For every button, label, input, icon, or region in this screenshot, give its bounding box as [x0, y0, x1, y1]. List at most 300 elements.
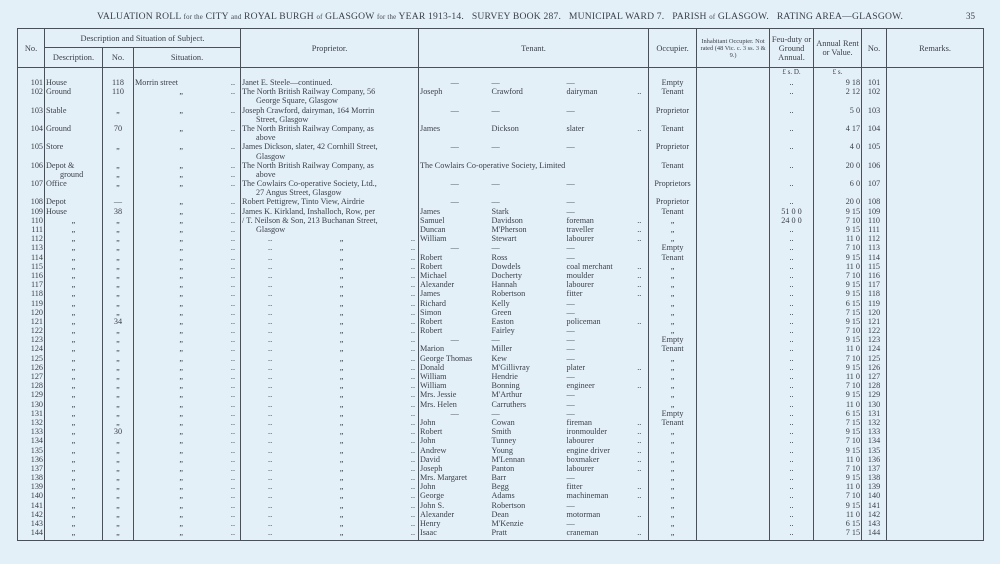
tenant-surname: Hendrie: [491, 372, 518, 381]
row-number-right: 127: [862, 372, 887, 381]
situation: „ ..: [134, 344, 241, 353]
proprietor: The North British Railway Company, 56 George Square, Glasgow: [241, 87, 419, 105]
description: „: [45, 216, 103, 225]
inhabitant-occupier: [697, 299, 770, 308]
header-inhabitant-occupier: Inhabitant Occupier. Not rated (48 Vic. c. 3 ss. 3 & 9.): [697, 29, 770, 68]
tenant-occupation: labourer: [566, 436, 594, 446]
inhabitant-occupier: [697, 446, 770, 455]
page-number: 35: [966, 11, 975, 21]
tenant-dots: [631, 299, 649, 308]
street-number: „: [103, 446, 134, 455]
tenant-surname: Stewart: [491, 234, 517, 244]
tenant-first-name: John: [419, 482, 491, 491]
inhabitant-occupier: [697, 87, 770, 105]
annual-rent: 11 0: [814, 344, 862, 353]
remarks: [887, 464, 984, 473]
table-row: [18, 326, 984, 335]
tenant-occupation: —: [566, 179, 575, 189]
tenant-surname: Stark: [491, 206, 509, 216]
feu-duty: ..: [770, 363, 814, 372]
tenant-first-name: William: [419, 381, 491, 390]
remarks: [887, 418, 984, 427]
table-row: [18, 207, 984, 216]
street-number: 30: [103, 427, 134, 436]
row-number-right: 107: [862, 179, 887, 197]
row-number: 119: [18, 299, 45, 308]
description: „: [45, 344, 103, 353]
row-number-right: 128: [862, 381, 887, 390]
tenant-first-name: —: [419, 409, 491, 418]
tenant-surname: M'Kenzie: [491, 519, 524, 528]
row-number-right: 139: [862, 482, 887, 491]
situation: „ ..: [134, 243, 241, 252]
street-number: 110: [103, 87, 134, 105]
tenant-occupation: —: [566, 298, 575, 308]
header-no: No.: [18, 29, 45, 68]
tenant-dots: ..: [631, 280, 649, 289]
situation: „ ..: [134, 106, 241, 124]
row-number-right: 120: [862, 308, 887, 317]
table-row: [18, 243, 984, 252]
tenant-dots: ..: [631, 363, 649, 372]
proprietor: .. „ ..: [241, 299, 419, 308]
tenant-first-name: William: [419, 372, 491, 381]
feu-duty: ..: [770, 473, 814, 482]
description: „: [45, 418, 103, 427]
annual-rent: 4 17: [814, 124, 862, 142]
tenant-surname: —: [491, 335, 500, 345]
tenant-surname: Green: [491, 307, 512, 317]
proprietor: .. „ ..: [241, 317, 419, 326]
feu-duty: ..: [770, 400, 814, 409]
street-number: „: [103, 390, 134, 399]
remarks: [887, 482, 984, 491]
tenant-occupation: —: [566, 353, 575, 363]
street-number: „: [103, 335, 134, 344]
feu-duty: ..: [770, 87, 814, 105]
tenant-first-name: Mrs. Helen: [419, 400, 491, 409]
tenant-occupation: policeman: [566, 316, 601, 326]
tenant-dots: [631, 197, 649, 206]
occupier: „: [649, 381, 697, 390]
tenant-first-name: —: [419, 197, 491, 206]
occupier: „: [649, 354, 697, 363]
table-row: [18, 510, 984, 519]
feu-duty: ..: [770, 381, 814, 390]
tenant-surname: Easton: [491, 316, 514, 326]
annual-rent: 7 10: [814, 491, 862, 500]
situation: „ ..: [134, 335, 241, 344]
feu-duty: 24 0 0: [770, 216, 814, 225]
row-number: 130: [18, 400, 45, 409]
remarks: [887, 243, 984, 252]
row-number: 120: [18, 308, 45, 317]
table-row: [18, 372, 984, 381]
street-number: „: [103, 400, 134, 409]
annual-rent: 7 15: [814, 308, 862, 317]
description: „: [45, 326, 103, 335]
row-number: 121: [18, 317, 45, 326]
street-number: 38: [103, 207, 134, 216]
table-row: [18, 124, 984, 142]
annual-rent: 9 15: [814, 317, 862, 326]
tenant-occupation: —: [566, 197, 575, 207]
occupier: „: [649, 289, 697, 298]
tenant-occupation: fitter: [566, 289, 583, 299]
tenant-occupation: traveller: [566, 225, 594, 234]
feu-duty: ..: [770, 427, 814, 436]
inhabitant-occupier: [697, 253, 770, 262]
tenant-surname: Begg: [491, 482, 509, 492]
row-number-right: 103: [862, 106, 887, 124]
street-number: „: [103, 234, 134, 243]
occupier: Tenant: [649, 253, 697, 262]
street-number: „: [103, 501, 134, 510]
inhabitant-occupier: [697, 262, 770, 271]
street-number: „: [103, 473, 134, 482]
row-number-right: 142: [862, 510, 887, 519]
street-number: 118: [103, 78, 134, 87]
tenant-occupation: —: [566, 408, 575, 418]
row-number: 114: [18, 253, 45, 262]
annual-rent: 20 0: [814, 161, 862, 179]
description: House: [45, 78, 103, 87]
inhabitant-occupier: [697, 207, 770, 216]
occupier: Tenant: [649, 344, 697, 353]
description: „: [45, 234, 103, 243]
tenant-first-name: Mrs. Margaret: [419, 473, 491, 482]
row-number: 135: [18, 446, 45, 455]
inhabitant-occupier: [697, 225, 770, 234]
street-number: „: [103, 243, 134, 252]
tenant-surname: M'Arthur: [491, 390, 523, 400]
annual-rent: 11 0: [814, 400, 862, 409]
row-number-right: 141: [862, 501, 887, 510]
situation: „ ..: [134, 326, 241, 335]
proprietor: .. „ ..: [241, 271, 419, 280]
header-description-group: Description and Situation of Subject.: [45, 29, 241, 48]
remarks: [887, 455, 984, 464]
tenant-occupation: fireman: [566, 417, 592, 427]
remarks: [887, 161, 984, 179]
street-number: —: [103, 197, 134, 206]
header-description: Description.: [45, 48, 103, 68]
annual-rent: 4 0: [814, 142, 862, 160]
proprietor: .. „ ..: [241, 528, 419, 541]
row-number-right: 112: [862, 234, 887, 243]
proprietor: The Cowlairs Co-operative Society, Ltd., 27 Angus Street, Glasgow: [241, 179, 419, 197]
row-number-right: 108: [862, 197, 887, 206]
tenant-occupation: labourer: [566, 280, 594, 290]
tenant-surname: Robertson: [491, 289, 526, 299]
row-number-right: 140: [862, 491, 887, 500]
row-number: 128: [18, 381, 45, 390]
tenant-first-name: —: [419, 142, 491, 160]
header-situation: Situation.: [134, 48, 241, 68]
row-number-right: 132: [862, 418, 887, 427]
annual-rent: 9 15: [814, 446, 862, 455]
tenant-dots: ..: [631, 510, 649, 519]
occupier: „: [649, 271, 697, 280]
row-number: 117: [18, 280, 45, 289]
street-number: „: [103, 491, 134, 500]
row-number-right: 117: [862, 280, 887, 289]
proprietor: Joseph Crawford, dairyman, 164 Morrin Street, Glasgow: [241, 106, 419, 124]
feu-duty: ..: [770, 142, 814, 160]
row-number: 129: [18, 390, 45, 399]
inhabitant-occupier: [697, 491, 770, 500]
street-number: „: [103, 299, 134, 308]
description: „: [45, 262, 103, 271]
feu-duty: ..: [770, 271, 814, 280]
table-row: [18, 280, 984, 289]
proprietor: .. „ ..: [241, 390, 419, 399]
row-number: 101: [18, 78, 45, 87]
proprietor: .. „ ..: [241, 400, 419, 409]
annual-rent: 11 0: [814, 510, 862, 519]
situation: „ ..: [134, 354, 241, 363]
tenant-first-name: —: [419, 335, 491, 344]
description: „: [45, 354, 103, 363]
tenant-occupation: —: [566, 307, 575, 317]
feu-duty: ..: [770, 124, 814, 142]
row-number-right: 102: [862, 87, 887, 105]
street-number: „: [103, 409, 134, 418]
description: „: [45, 372, 103, 381]
row-number-right: 119: [862, 299, 887, 308]
table-row: [18, 317, 984, 326]
street-number: „: [103, 528, 134, 541]
header-remarks: Remarks.: [887, 29, 984, 68]
remarks: [887, 253, 984, 262]
row-number: 108: [18, 197, 45, 206]
remarks: [887, 390, 984, 399]
tenant-occupation: craneman: [566, 528, 631, 541]
tenant-occupation: —: [566, 399, 575, 409]
inhabitant-occupier: [697, 372, 770, 381]
situation: „ ..: [134, 271, 241, 280]
tenant-dots: ..: [631, 289, 649, 298]
remarks: [887, 124, 984, 142]
situation: „ ..: [134, 390, 241, 399]
tenant-first-name: Samuel: [419, 216, 491, 225]
proprietor: .. „ ..: [241, 510, 419, 519]
row-number-right: 126: [862, 363, 887, 372]
tenant-dots: [631, 106, 649, 124]
occupier: „: [649, 308, 697, 317]
feu-duty: ..: [770, 253, 814, 262]
tenant-dots: ..: [631, 418, 649, 427]
row-number: 103: [18, 106, 45, 124]
table-row: [18, 501, 984, 510]
table-row: [18, 106, 984, 124]
situation: Morrin street ..: [134, 78, 241, 87]
feu-duty: ..: [770, 409, 814, 418]
proprietor: .. „ ..: [241, 326, 419, 335]
tenant-surname: Ross: [491, 252, 508, 262]
description: „: [45, 528, 103, 541]
row-number: 136: [18, 455, 45, 464]
inhabitant-occupier: [697, 326, 770, 335]
tenant-occupation: motorman: [566, 509, 601, 519]
proprietor: Janet E. Steele—continued.: [241, 78, 419, 87]
feu-duty: ..: [770, 390, 814, 399]
proprietor: .. „ ..: [241, 381, 419, 390]
row-number-right: 135: [862, 446, 887, 455]
tenant-first-name: Robert: [419, 427, 491, 436]
occupier: Proprietor: [649, 197, 697, 206]
situation: „ ..: [134, 262, 241, 271]
feu-duty: ..: [770, 289, 814, 298]
proprietor: .. „ ..: [241, 234, 419, 243]
tenant-occupation: coal merchant: [566, 261, 613, 271]
row-number: 134: [18, 436, 45, 445]
description: House: [45, 207, 103, 216]
feu-duty: ..: [770, 78, 814, 87]
feu-duty: ..: [770, 299, 814, 308]
proprietor: .. „ ..: [241, 253, 419, 262]
inhabitant-occupier: [697, 409, 770, 418]
tenant-occupation: —: [566, 519, 575, 528]
annual-rent: 9 15: [814, 335, 862, 344]
remarks: [887, 354, 984, 363]
tenant-occupation: —: [566, 326, 575, 336]
remarks: [887, 409, 984, 418]
inhabitant-occupier: [697, 280, 770, 289]
occupier: „: [649, 446, 697, 455]
row-number: 123: [18, 335, 45, 344]
situation: „ ..: [134, 491, 241, 500]
inhabitant-occupier: [697, 400, 770, 409]
description: „: [45, 280, 103, 289]
street-number: „: [103, 142, 134, 160]
table-row: [18, 344, 984, 353]
proprietor: .. „ ..: [241, 243, 419, 252]
tenant-dots: [631, 243, 649, 252]
description: „: [45, 308, 103, 317]
tenant-first-name: Richard: [419, 299, 491, 308]
tenant-dots: [631, 179, 649, 197]
inhabitant-occupier: [697, 289, 770, 298]
annual-rent: 6 15: [814, 519, 862, 528]
annual-rent: 7 10: [814, 354, 862, 363]
row-number-right: 111: [862, 225, 887, 234]
row-number: 116: [18, 271, 45, 280]
header-no2: No.: [862, 29, 887, 68]
tenant-occupation: engineer: [566, 381, 595, 391]
remarks: [887, 197, 984, 206]
tenant-surname: Crawford: [491, 87, 523, 97]
occupier: Proprietors: [649, 179, 697, 197]
remarks: [887, 207, 984, 216]
tenant-occupation: —: [566, 500, 575, 510]
tenant-surname: Cowan: [491, 417, 515, 427]
tenant-first-name: —: [419, 78, 491, 87]
street-number: „: [103, 225, 134, 234]
table-row: [18, 234, 984, 243]
inhabitant-occupier: [697, 381, 770, 390]
tenant-surname: —: [491, 78, 500, 87]
feu-duty: ..: [770, 436, 814, 445]
tenant-surname: Miller: [491, 344, 512, 354]
inhabitant-occupier: [697, 216, 770, 225]
tenant-occupation: moulder: [566, 270, 594, 280]
situation: „ ..: [134, 253, 241, 262]
tenant-dots: [631, 344, 649, 353]
occupier: „: [649, 390, 697, 399]
tenant-surname: Dowdels: [491, 261, 521, 271]
row-number-right: 136: [862, 455, 887, 464]
annual-rent: 7 10: [814, 381, 862, 390]
inhabitant-occupier: [697, 142, 770, 160]
tenant-surname: Kelly: [491, 298, 510, 308]
tenant-dots: [631, 501, 649, 510]
row-number-right: 133: [862, 427, 887, 436]
occupier: „: [649, 528, 697, 541]
row-number-right: 106: [862, 161, 887, 179]
tenant-surname: Kew: [491, 353, 507, 363]
tenant-surname: Dean: [491, 509, 509, 519]
row-number-right: 130: [862, 400, 887, 409]
table-row: [18, 418, 984, 427]
row-number: 111: [18, 225, 45, 234]
description: Depot: [45, 197, 103, 206]
tenant-occupation: —: [566, 390, 575, 400]
remarks: [887, 78, 984, 87]
description: „: [45, 299, 103, 308]
tenant-occupation: —: [566, 206, 575, 216]
occupier: „: [649, 234, 697, 243]
annual-rent: 9 15: [814, 225, 862, 234]
remarks: [887, 528, 984, 541]
tenant-first-name: Simon: [419, 308, 491, 317]
proprietor: .. „ ..: [241, 262, 419, 271]
annual-rent: 7 10: [814, 271, 862, 280]
situation: „ ..: [134, 473, 241, 482]
tenant-first-name: —: [419, 179, 491, 197]
table-row: [18, 473, 984, 482]
proprietor: .. „ ..: [241, 464, 419, 473]
row-number-right: 115: [862, 262, 887, 271]
table-row: [18, 455, 984, 464]
table-row: [18, 262, 984, 271]
street-number: „: [103, 326, 134, 335]
tenant-dots: ..: [631, 271, 649, 280]
tenant-first-name: James: [419, 124, 491, 142]
row-number: 140: [18, 491, 45, 500]
tenant-occupation: fitter: [566, 482, 583, 492]
annual-rent: 5 0: [814, 106, 862, 124]
row-number: 102: [18, 87, 45, 105]
street-number: 34: [103, 317, 134, 326]
row-number-right: 137: [862, 464, 887, 473]
occupier: Tenant: [649, 161, 697, 179]
street-number: „: [103, 179, 134, 197]
tenant-first-name: Michael: [419, 271, 491, 280]
feu-duty: ..: [770, 197, 814, 206]
situation: „ ..: [134, 446, 241, 455]
inhabitant-occupier: [697, 308, 770, 317]
tenant-occupation: labourer: [566, 463, 594, 473]
tenant-occupation: —: [566, 473, 575, 483]
tenant-surname: M'Gillivray: [491, 362, 530, 372]
feu-duty: ..: [770, 354, 814, 363]
tenant-surname: M'Pherson: [491, 225, 527, 234]
table-row: [18, 446, 984, 455]
row-number: 109: [18, 207, 45, 216]
row-number-right: 114: [862, 253, 887, 262]
row-number: 137: [18, 464, 45, 473]
